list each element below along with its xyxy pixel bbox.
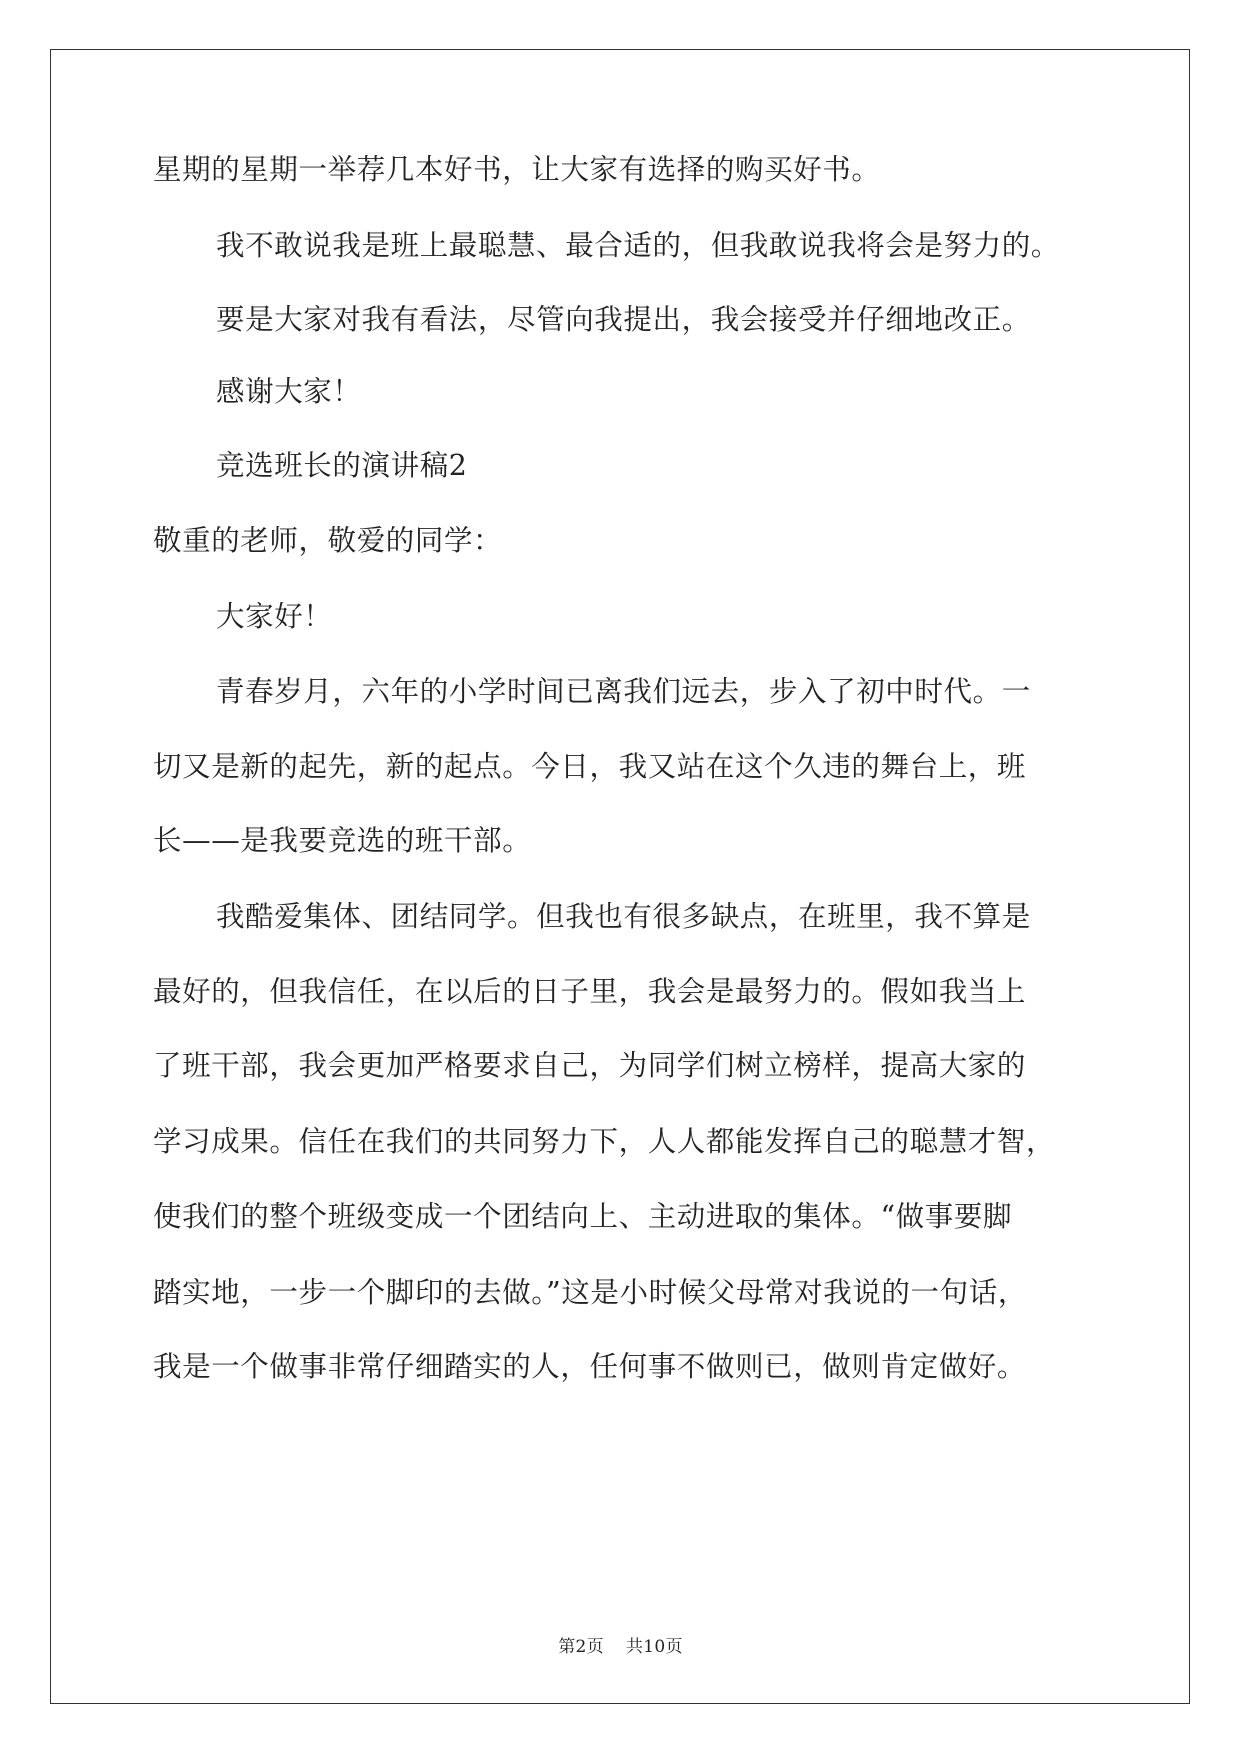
text-line: 青春岁月，六年的小学时间已离我们远去，步入了初中时代。一 [216, 675, 1031, 708]
text-line: 最好的，但我信任，在以后的日子里，我会是最努力的。假如我当上 [153, 975, 1027, 1008]
greeting: 大家好！ [216, 600, 333, 633]
text-line: 使我们的整个班级变成一个团结向上、主动进取的集体。“做事要脚 [153, 1200, 1013, 1233]
text-line: 要是大家对我有看法，尽管向我提出，我会接受并仔细地改正。 [216, 303, 1031, 336]
salutation: 敬重的老师，敬爱的同学： [153, 524, 503, 557]
text-line: 我是一个做事非常仔细踏实的人，任何事不做则已，做则肯定做好。 [153, 1350, 1027, 1383]
page-footer [0, 1632, 1241, 1657]
text-line: 学习成果。信任在我们的共同努力下，人人都能发挥自己的聪慧才智， [153, 1125, 1056, 1158]
text-line: 星期的星期一举荐几本好书，让大家有选择的购买好书。 [153, 153, 881, 186]
text-line: 我酷爱集体、团结同学。但我也有很多缺点，在班里，我不算是 [216, 900, 1031, 933]
page-total: 共10页 [625, 1637, 683, 1657]
text-line: 长——是我要竞选的班干部。 [153, 824, 532, 857]
section-heading: 竞选班长的演讲稿2 [216, 449, 468, 482]
page-border [50, 49, 1190, 1704]
text-line: 了班干部，我会更加严格要求自己，为同学们树立榜样，提高大家的 [153, 1049, 1027, 1082]
text-line: 踏实地，一步一个脚印的去做。”这是小时候父母常对我说的一句话， [153, 1276, 1027, 1309]
text-line: 切又是新的起先，新的起点。今日，我又站在这个久违的舞台上，班 [153, 750, 1027, 783]
text-line: 我不敢说我是班上最聪慧、最合适的，但我敢说我将会是努力的。 [216, 229, 1060, 262]
page-number: 第2页 [558, 1637, 604, 1657]
text-line: 感谢大家！ [216, 375, 362, 408]
